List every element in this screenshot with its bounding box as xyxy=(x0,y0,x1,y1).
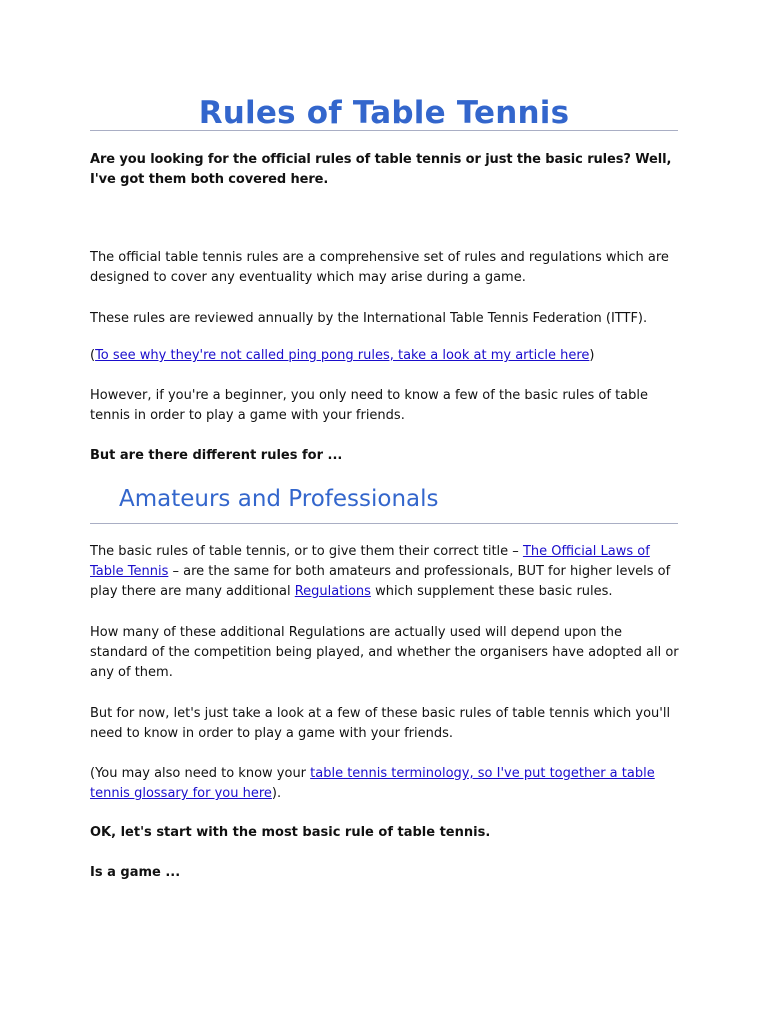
paragraph-is-a-game xyxy=(90,863,680,883)
paragraph-basic-rules: But for now, let's just take a look at a few of these basic rules of table tennis which you'll need to know in order to play a game with your friends. xyxy=(90,706,671,741)
official-laws-link[interactable]: The Official Laws of Table Tennis xyxy=(90,544,650,579)
paragraph-official-rules: The official table tennis rules are a comprehensive set of rules and regulations which are designed to cover any eventuality which may arise during a game. xyxy=(90,250,669,285)
text-segment: The basic rules of table tennis, or to give them their correct title – xyxy=(90,544,523,559)
bold-text: But are there different rules for ... xyxy=(90,448,343,463)
paragraph-regulations-usage: How many of these additional Regulations are actually used will depend upon the standard of the competition being played, and whether the organisers have adopted all or any of them. xyxy=(90,625,679,680)
title-divider xyxy=(90,130,678,131)
section-heading: Amateurs and Professionals xyxy=(119,486,439,512)
bold-text: OK, let's start with the most basic rule of table tennis. xyxy=(90,825,491,840)
paragraph-ittf: These rules are reviewed annually by the International Table Tennis Federation (ITTF). xyxy=(90,311,648,326)
section-divider xyxy=(90,523,678,524)
paragraph-terminology xyxy=(90,764,680,804)
ping-pong-article-link[interactable]: To see why they're not called ping pong rules, take a look at my article here xyxy=(95,348,590,363)
text-segment: which supplement these basic rules. xyxy=(370,584,613,599)
intro-paragraph: Are you looking for the official rules of table tennis or just the basic rules? Well, I've got them both covered here. xyxy=(90,152,672,187)
text-segment: – are the same for both amateurs and professionals, BUT for higher levels of play there are many additional xyxy=(90,564,671,599)
paragraph-official-laws xyxy=(90,542,680,602)
paragraph-different-rules xyxy=(90,446,680,466)
regulations-link[interactable]: Regulations xyxy=(294,584,371,599)
page-title: Rules of Table Tennis xyxy=(198,95,570,131)
bold-text: Is a game ... xyxy=(90,865,181,880)
paragraph-ping-pong xyxy=(90,346,680,366)
text-segment: ). xyxy=(271,786,282,801)
text-segment: (You may also need to know your xyxy=(90,766,311,781)
paragraph-start xyxy=(90,823,680,843)
paren-open: ( xyxy=(90,348,96,363)
glossary-link[interactable]: table tennis terminology, so I've put together a table tennis glossary for you here xyxy=(90,766,655,801)
paragraph-beginner: However, if you're a beginner, you only need to know a few of the basic rules of table tennis in order to play a game with your friends. xyxy=(90,388,649,423)
paren-close: ) xyxy=(589,348,595,363)
